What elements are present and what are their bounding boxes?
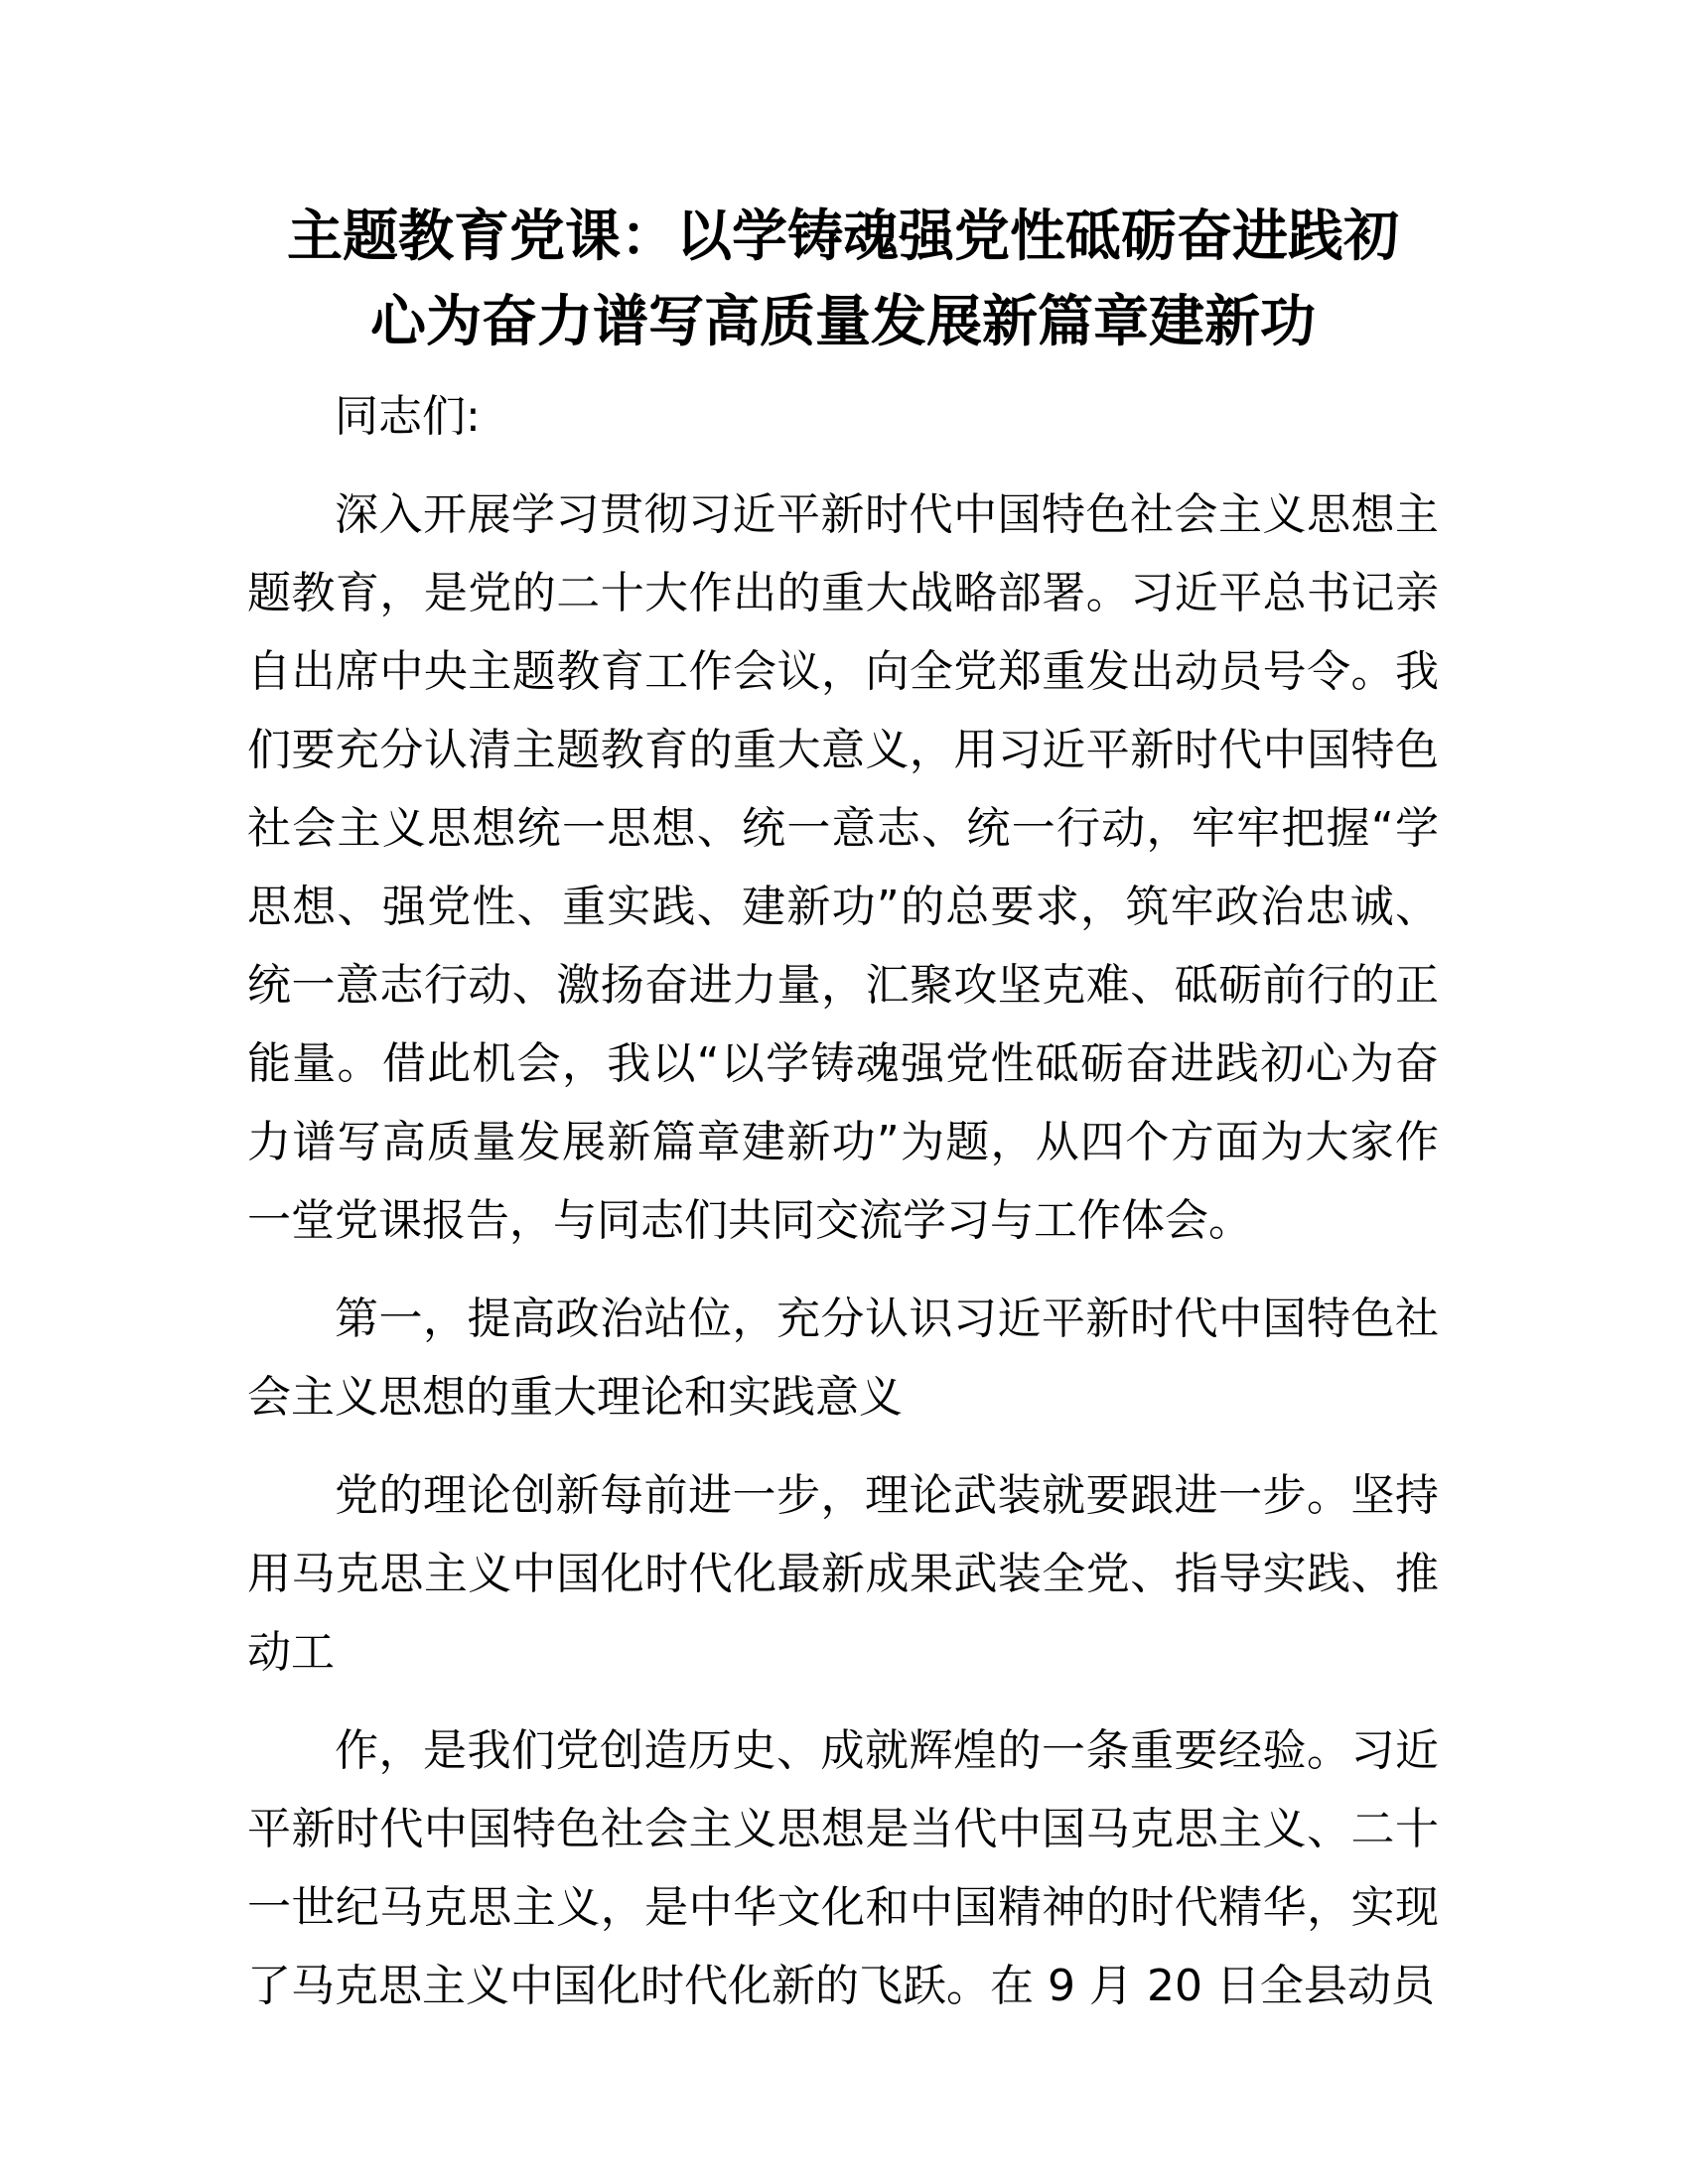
paragraph-theory: 党的理论创新每前进一步，理论武装就要跟进一步。坚持用马克思主义中国化时代化最新成果武装全党、指导实践、推动工 — [247, 1470, 1439, 1678]
title-line-1: 主题教育党课：以学铸魂强党性砥砺奋进践初 — [287, 205, 1399, 269]
paragraph-continuation: 作，是我们党创造历史、成就辉煌的一条重要经验。习近平新时代中国特色社会主义思想是当代中国马克思主义、二十一世纪马克思主义，是中华文化和中国精神的时代精华，实现了马克思主义中国化时代化新的飞跃。在 9 月 20 日全县动员 — [247, 1725, 1439, 2011]
document-body — [247, 195, 1439, 2025]
document-title — [247, 195, 1439, 365]
section-heading-first: 第一，提高政治站位，充分认识习近平新时代中国特色社会主义思想的重大理论和实践意义 — [247, 1294, 1439, 1423]
title-line-2: 心为奋力谱写高质量发展新篇章建新功 — [370, 290, 1316, 354]
salutation: 同志们: — [335, 391, 481, 442]
paragraph-intro: 深入开展学习贯彻习近平新时代中国特色社会主义思想主题教育，是党的二十大作出的重大战略部署。习近平总书记亲自出席中央主题教育工作会议，向全党郑重发出动员号令。我们要充分认清主题教育的重大意义，用习近平新时代中国特色社会主义思想统一思想、统一意志、统一行动，牢牢把握“学思想、强党性、重实践、建新功”的总要求，筑牢政治忠诚、统一意志行动、激扬奋进力量，汇聚攻坚克难、砥砺前行的正能量。借此机会，我以“以学铸魂强党性砥砺奋进践初心为奋力谱写高质量发展新篇章建新功”为题，从四个方面为大家作一堂党课报告，与同志们共同交流学习与工作体会。 — [247, 489, 1439, 1246]
